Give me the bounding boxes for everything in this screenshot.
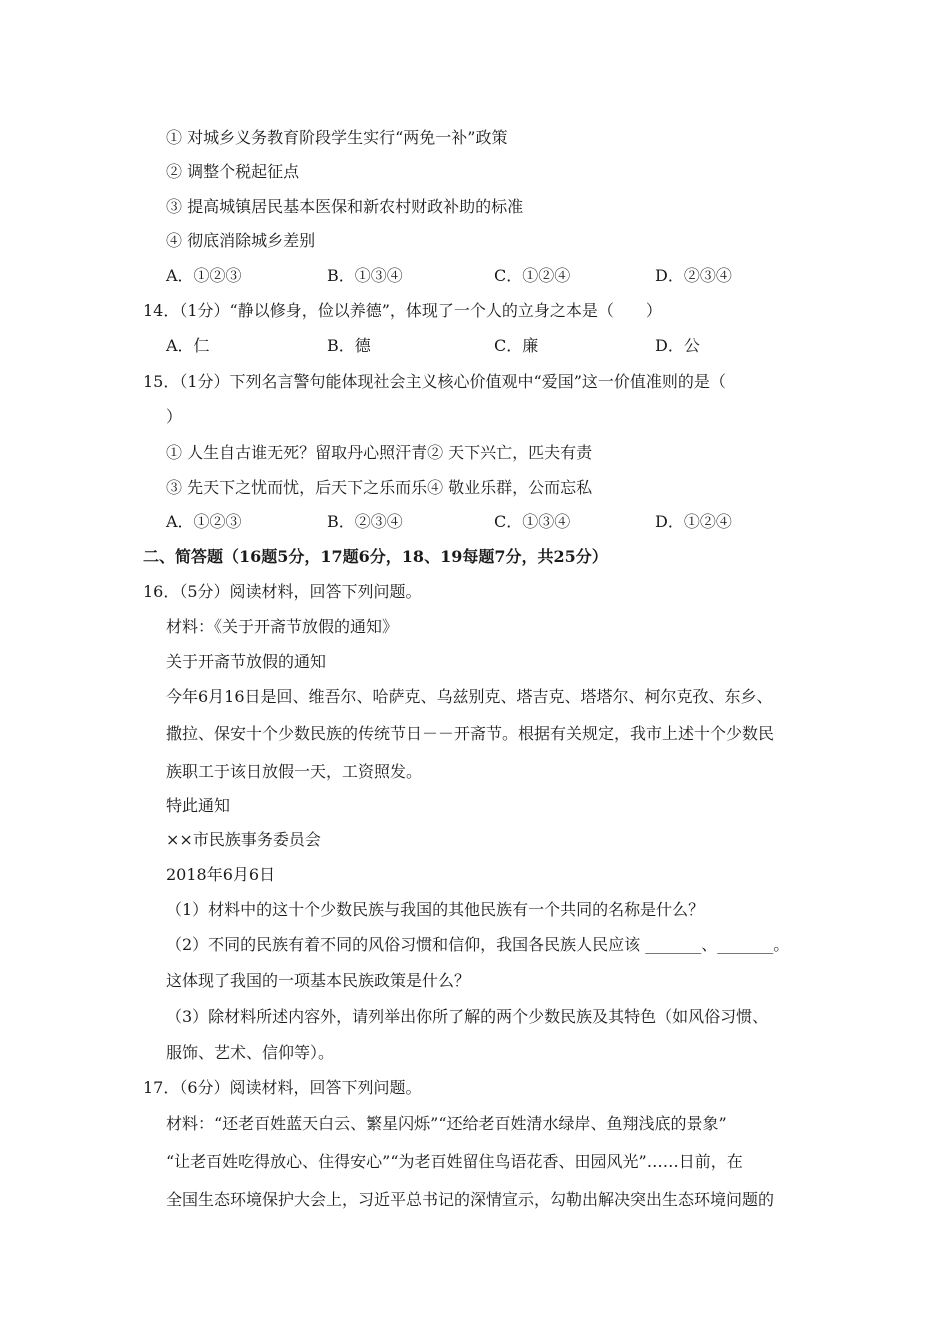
q16-closing: 特此通知 bbox=[166, 796, 231, 815]
q13-option-d: D．②③④ bbox=[655, 266, 732, 285]
section2-heading: 二、简答题（16题5分，17题6分，18、19每题7分，共25分） bbox=[143, 547, 608, 566]
q13-option-a: A．①②③ bbox=[166, 266, 242, 285]
q14-stem: 14．（1分）“静以修身，俭以养德”，体现了一个人的立身之本是（ ） bbox=[143, 301, 662, 320]
q13-item-2: ② 调整个税起征点 bbox=[166, 162, 300, 181]
q16-sub2-line2: 这体现了我国的一项基本民族政策是什么？ bbox=[166, 971, 471, 990]
q16-stem: 16．（5分）阅读材料，回答下列问题。 bbox=[143, 582, 422, 601]
q16-body-line2: 撒拉、保安十个少数民族的传统节日－－开斋节。根据有关规定，我市上述十个少数民 bbox=[166, 724, 775, 743]
q14-option-b: B．德 bbox=[327, 336, 371, 355]
q13-option-c: C．①②④ bbox=[494, 266, 571, 285]
q15-option-a: A．①②③ bbox=[166, 512, 242, 531]
q16-sub2-line1: （2）不同的民族有着不同的风俗习惯和信仰，我国各民族人民应该 _______、_______。 bbox=[166, 935, 790, 954]
q15-stem-line2: ） bbox=[166, 407, 183, 426]
q15-option-b: B．②③④ bbox=[327, 512, 403, 531]
q13-item-1: ① 对城乡义务教育阶段学生实行“两免一补”政策 bbox=[166, 128, 508, 147]
q16-issuer: ××市民族事务委员会 bbox=[166, 830, 321, 849]
q15-option-c: C．①③④ bbox=[494, 512, 571, 531]
q16-sub1: （1）材料中的这十个少数民族与我国的其他民族有一个共同的名称是什么？ bbox=[166, 900, 705, 919]
q15-option-d: D．①②④ bbox=[655, 512, 732, 531]
q15-stem-line1: 15．（1分）下列名言警句能体现社会主义核心价值观中“爱国”这一价值准则的是（ bbox=[143, 372, 726, 391]
q14-option-a: A．仁 bbox=[166, 336, 210, 355]
q17-material-line1: 材料：“还老百姓蓝天白云、繁星闪烁”“还给老百姓清水绿岸、鱼翔浅底的景象” bbox=[166, 1114, 727, 1133]
q17-stem: 17．（6分）阅读材料，回答下列问题。 bbox=[143, 1078, 422, 1097]
q16-body-line1: 今年6月16日是回、维吾尔、哈萨克、乌兹别克、塔吉克、塔塔尔、柯尔克孜、东乡、 bbox=[166, 687, 773, 706]
q16-sub3-line2: 服饰、艺术、信仰等）。 bbox=[166, 1043, 335, 1062]
q17-material-line3: 全国生态环境保护大会上，习近平总书记的深情宣示，勾勒出解决突出生态环境问题的 bbox=[166, 1190, 775, 1209]
q13-option-b: B．①③④ bbox=[327, 266, 403, 285]
q14-option-d: D．公 bbox=[655, 336, 700, 355]
q16-date: 2018年6月6日 bbox=[166, 865, 276, 884]
q16-notice-title: 关于开斋节放假的通知 bbox=[166, 652, 327, 671]
q15-items-line1: ① 人生自古谁无死？留取丹心照汗青② 天下兴亡，匹夫有责 bbox=[166, 443, 593, 462]
q14-option-c: C．廉 bbox=[494, 336, 539, 355]
q16-material-label: 材料：《关于开斋节放假的通知》 bbox=[166, 617, 399, 636]
q17-material-line2: “让老百姓吃得放心、住得安心”“为老百姓留住鸟语花香、田园风光”……日前，在 bbox=[166, 1152, 743, 1171]
q13-item-4: ④ 彻底消除城乡差别 bbox=[166, 231, 316, 250]
q15-items-line2: ③ 先天下之忧而忧，后天下之乐而乐④ 敬业乐群，公而忘私 bbox=[166, 478, 593, 497]
q16-sub3-line1: （3）除材料所述内容外，请列举出你所了解的两个少数民族及其特色（如风俗习惯、 bbox=[166, 1007, 769, 1026]
q13-item-3: ③ 提高城镇居民基本医保和新农村财政补助的标准 bbox=[166, 197, 524, 216]
q16-body-line3: 族职工于该日放假一天，工资照发。 bbox=[166, 762, 423, 781]
